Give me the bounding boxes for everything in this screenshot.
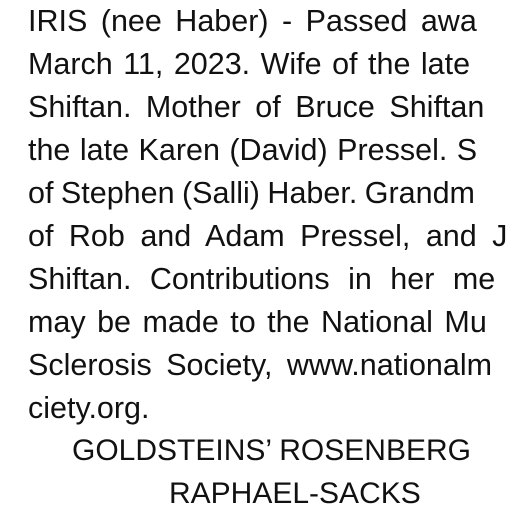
obituary-text-line: IRIS (nee Haber) - Passed awa: [28, 4, 477, 38]
obituary-text-line: of Rob and Adam Pressel, and J: [28, 219, 508, 253]
obituary-text-line: may be made to the National Mu: [28, 305, 487, 339]
funeral-home-name-line-1: GOLDSTEINS’ ROSENBERG: [72, 434, 471, 467]
funeral-home-name-line-2: RAPHAEL-SACKS: [169, 477, 421, 510]
obituary-text-line: the late Karen (David) Pressel. S: [28, 133, 478, 167]
obituary-text-line: ciety.org.: [28, 391, 150, 425]
obituary-text-line: Shiftan. Mother of Bruce Shiftan: [28, 90, 485, 124]
obituary-text-line: March 11, 2023. Wife of the late: [28, 47, 471, 81]
obituary-text-line: of Stephen (Salli) Haber. Grandm: [28, 176, 475, 210]
obituary-text-line: Sclerosis Society, www.nationalm: [28, 348, 493, 382]
obituary-text-line: Shiftan. Contributions in her me: [28, 262, 496, 296]
